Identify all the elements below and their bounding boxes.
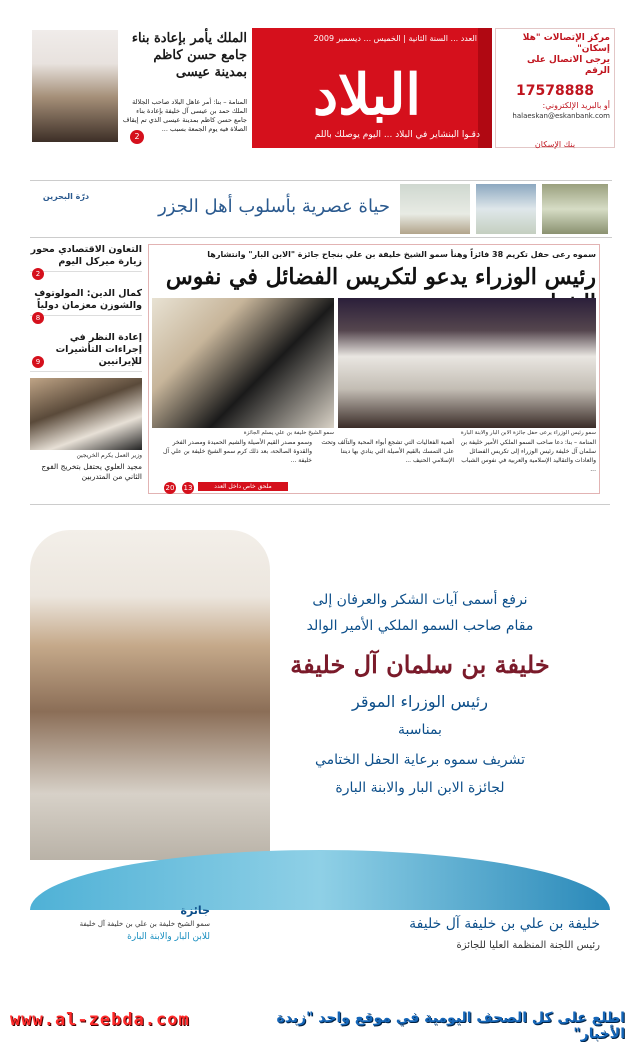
banner-photo [400,184,470,234]
prince-portrait [30,530,270,860]
photo-caption: سمو رئيس الوزراء يرعى حفل جائزة الابن البار والابنة البارة [460,430,596,436]
main-body-column: وسمو مصدر القيم الأصيلة والشيم الحميدة ومصدر الفخر والقدوة الصالحة، بعد ذلك كرم سمو الشيخ خليفة بن علي آل خليفة ... [163,439,312,464]
king-body: المنامة – بنا: أمر عاهل البلاد صاحب الجلالة الملك حمد بن عيسى آل خليفة بإعادة بناء جامع حسن كاظم بمدينة عيسى الذي تم إيقاف الصلاة فيه يوم الجمعة بسبب ... [122,98,247,133]
issue-info: العدد ... السنة الثانية | الخميس ... ديسمبر 2009 [313,34,477,43]
banner-slogan: حياة عصرية بأسلوب أهل الجزر [158,196,390,217]
ad-signature-name: خليفة بن علي بن خليفة آل خليفة [409,916,600,932]
index-column [30,244,142,372]
ad-honoree-title: رئيس الوزراء الموقر [352,692,488,711]
photo-caption: سمو الشيخ خليفة بن علي يسلم الجائزة [243,430,334,436]
page-badge[interactable]: 9 [32,356,44,368]
index-item[interactable] [30,244,142,272]
ad-line: أو بالبريد الإلكتروني: [542,101,610,110]
index-item-label: التعاون الاقتصادي محور زيارة ميركل اليوم [30,244,142,267]
banner-photo [476,184,536,234]
ad-phone: 17578888 [516,83,594,99]
main-kicker: سموه رعى حفل تكريم 38 فائزاً وهنأ سمو الشيخ خليفة بن علي بنجاح جائزة "الابن البار" وانتشارها [207,250,596,259]
award-logo-title: جائزة [180,904,210,917]
page-badge[interactable]: 20 [165,484,175,492]
page-badge[interactable]: 8 [32,312,44,324]
ad-text-line: تشريف سموه برعاية الحفل الختامي [314,752,526,768]
durrat-logo: درّة البحرين [42,192,90,201]
main-body-column: المنامة – بنا: دعا صاحب السمو الملكي الأمير خليفة بن سلمان آل خليفة رئيس الوزراء إلى تكريس الفضائل والعادات والتقاليد الإسلامية والعربية في نفوس الشباب ... [460,439,596,473]
ad-line: يرجى الاتصال على الرقم [527,55,610,76]
main-body-column: أهمية الفعاليات التي تشجع أبواء المحبة والتآلف وتحث على التمسك بالقيم الأصيلة التي ينادي بها ديننا الإسلامي الحنيف ... [321,439,454,464]
index-item[interactable] [30,332,142,372]
ad-text-line: نرفع أسمى آيات الشكر والعرفان إلى [312,592,528,608]
ad-email: halaeskan@eskanbank.com [512,112,610,120]
main-headline[interactable]: رئيس الوزراء يدعو لتكريس الفضائل في نفوس [165,264,596,290]
ad-text-line: لجائزة الابن البار والابنة البارة [335,780,505,796]
masthead-side-strip [478,28,492,148]
bank-ad[interactable] [495,28,615,148]
bank-logo: بنك الإسكان [534,140,576,149]
king-photo [32,30,118,142]
page-badge[interactable]: 2 [130,130,144,144]
page-badge[interactable]: 2 [32,268,44,280]
banner-photo [542,184,608,234]
award-logo-name: للابن البار والابنة البارة [127,932,210,942]
left-story-headline[interactable]: مجيد العلوي يحتفل بتخريج الفوج الثاني من المتدربين [41,462,142,481]
index-item-label: إعادة النظر في إجراءات التأشيرات للإيرانيين [55,332,142,367]
ad-line: مركز الإتصالات "هلا إسكان" [522,33,610,54]
award-photo [152,298,334,428]
footer-url-link[interactable]: www.al-zebda.com [10,1010,190,1030]
award-logo-sub: سمو الشيخ خليفة بن علي بن خليفة آل خليفة [79,920,210,928]
index-item-label: كمال الدين: المولوتوف والشوزن معزمان دولياً [34,288,142,311]
footer-tagline: اطلع على كل الصحف اليومية في موقع واحد "زبدة الأخبار" [276,1010,625,1042]
newspaper-logo[interactable]: البلاد [313,62,421,128]
graduation-photo [30,378,142,450]
ceremony-photo [338,298,596,428]
page-badge[interactable]: 13 [183,484,193,492]
ad-signature-title: رئيس اللجنة المنظمة العليا للجائزة [456,940,600,951]
ad-text-line: بمناسبة [398,722,442,738]
ad-honoree-name: خليفة بن سلمان آل خليفة [290,650,550,679]
ad-text-line: مقام صاحب السمو الملكي الأمير الوالد [306,618,534,634]
masthead-slogan: دقـوا البنشاير في البلاد ... اليوم يوصلك باللم [314,130,480,140]
index-item[interactable] [30,288,142,316]
supplement-link[interactable]: ملحق خاص داخل العدد [198,482,288,491]
photo-caption: وزير العمل يكرم الخريجين [76,452,142,459]
king-headline[interactable]: الملك يأمر بإعادة بناء جامع حسن كاظم بمدينة عيسى [131,31,247,80]
